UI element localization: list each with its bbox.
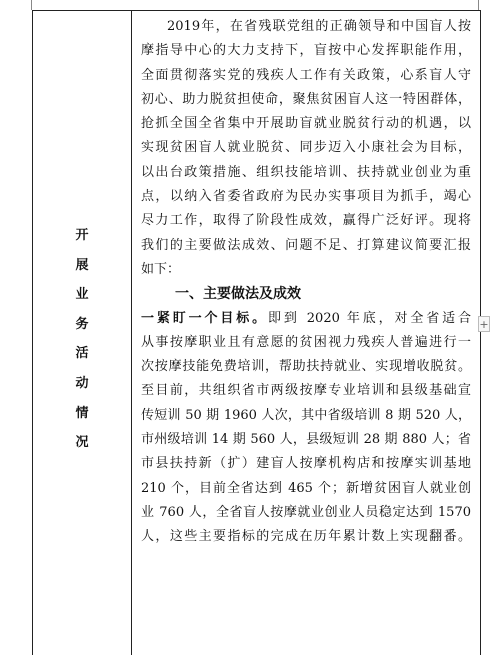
text-line: 如下： [141, 261, 181, 277]
content-cell[interactable] [141, 15, 471, 550]
text-line: 全面贯彻落实党的残疾人工作有关政策，心系盲人守 [141, 67, 471, 83]
label-column [33, 11, 132, 655]
corner-mark-top-right [478, 0, 479, 10]
text-line: 次按摩技能免费培训，帮助扶持就业、实现增收脱贫。 [141, 359, 471, 375]
text-line: 210 个，目前全省达到 465 个；新增贫困盲人就业创 [141, 480, 471, 496]
text-line: 点，以纳入省委省政府为民办实事项目为抓手，竭心 [141, 189, 471, 205]
goal-paragraph [141, 307, 471, 550]
text-line: 人，这些主要指标的完成在历年累计数上实现翻番。 [141, 529, 471, 545]
text-line: 以出台政策措施、组织技能培训、扶持就业创业为重 [141, 164, 471, 180]
text-line: 2019年，在省残联党组的正确领导和中国盲人按 [167, 19, 471, 34]
text-line: 至目前，共组织省市两级按摩专业培训和县级基础宣 [141, 383, 471, 399]
text-line: 业 760 人，全省盲人按摩就业创业人员稳定达到 1570 [141, 504, 471, 520]
text-line: 初心、助力脱贫担使命，聚焦贫困盲人这一特困群体， [141, 91, 471, 107]
text-line: 实现贫困盲人就业脱贫、同步迈入小康社会为目标， [141, 140, 471, 156]
label-char: 务 [75, 316, 89, 332]
text-line: 市州级培训 14 期 560 人，县级短训 28 期 880 人；省 [141, 432, 471, 448]
label-char: 动 [75, 375, 89, 391]
text-line: 传短训 50 期 1960 人次，其中省级培训 8 期 520 人， [141, 407, 471, 423]
text-line [141, 307, 471, 331]
label-char: 活 [75, 346, 89, 362]
label-char: 开 [75, 228, 89, 243]
text-line: 抢抓全国全省集中开展助盲就业脱贫行动的机遇，以 [141, 116, 471, 132]
text-line: 市县扶持新（扩）建盲人按摩机构店和按摩实训基地 [141, 456, 471, 472]
lead-rest: 即到 2020 年底，对全省适合 [268, 310, 471, 326]
text-line: 我们的主要做法成效、问题不足、打算建议简要汇报 [141, 237, 471, 253]
text-line: 尽力工作，取得了阶段性成效，赢得广泛好评。现将 [141, 213, 471, 229]
label-char: 况 [75, 435, 89, 451]
text-line: 摩指导中心的大力支持下，盲按中心发挥职能作用， [141, 43, 471, 59]
add-row-button[interactable]: + [479, 318, 489, 331]
section-heading: 一、主要做法及成效 [175, 286, 301, 303]
section-label [33, 221, 131, 458]
intro-paragraph [141, 15, 471, 282]
label-char: 情 [75, 405, 89, 421]
label-char: 展 [75, 257, 89, 273]
bold-lead: 一紧盯一个目标。 [141, 310, 269, 326]
text-line: 从事按摩职业且有意愿的贫困视力残疾人普遍进行一 [141, 334, 471, 350]
report-table [32, 10, 481, 655]
label-char: 业 [75, 287, 89, 303]
corner-mark-top-left [31, 0, 32, 10]
